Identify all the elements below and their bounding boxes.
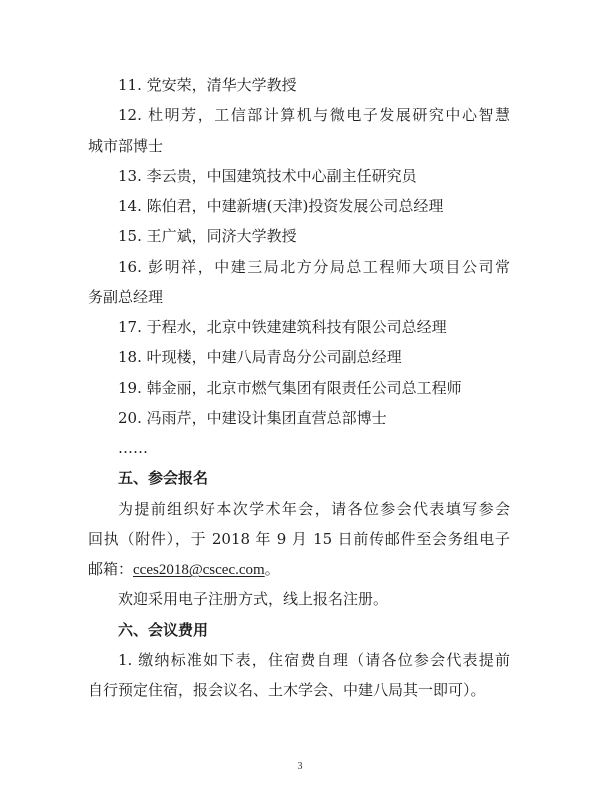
list-item-line: 14. 陈伯君，中建新塘(天津)投资发展公司总经理	[118, 197, 444, 215]
list-item-line: 13. 李云贵，中国建筑技术中心副主任研究员	[118, 166, 417, 185]
list-item-line: 20. 冯雨芹，中建设计集团直营总部博士	[118, 408, 387, 427]
list-ellipsis: ……	[118, 439, 148, 457]
list-item-line: 16. 彭明祥，中建三局北方分局总工程师大项目公司常	[118, 257, 510, 276]
speaker-list	[88, 70, 510, 463]
list-item	[88, 100, 510, 161]
section-heading: 六、会议费用	[118, 620, 209, 639]
list-item-line-continued: 城市部博士	[88, 136, 164, 155]
sentence-end: 。	[264, 560, 280, 578]
list-item	[88, 161, 510, 191]
document-body	[88, 70, 510, 705]
list-item-line: 11. 党安荣，清华大学教授	[118, 76, 297, 94]
list-item-line: 17. 于程水，北京中铁建建筑科技有限公司总经理	[118, 318, 447, 336]
section-fees	[88, 615, 510, 706]
paragraph-line: 为提前组织好本次学术年会，请各位参会代表填写参会	[118, 499, 510, 518]
page-number: 3	[297, 761, 303, 772]
paragraph: 欢迎采用电子注册方式，线上报名注册。	[118, 590, 389, 609]
list-item	[88, 221, 510, 251]
list-item-line: 19. 韩金丽，北京市燃气集团有限责任公司总工程师	[118, 378, 462, 397]
list-item-line: 18. 叶现楼，中建八局青岛分公司副总经理	[118, 348, 402, 367]
list-item-line-continued: 务副总经理	[88, 287, 164, 306]
email-label: 邮箱：	[88, 560, 134, 578]
list-item-line: 12. 杜明芳，工信部计算机与微电子发展研究中心智慧	[118, 106, 510, 125]
list-item	[88, 373, 510, 403]
paragraph-line: 1. 缴纳标准如下表，住宿费自理（请各位参会代表提前	[118, 650, 510, 669]
paragraph-line	[88, 554, 510, 584]
paragraph-line: 自行预定住宿，报会议名、土木学会、中建八局其一即可）。	[88, 681, 486, 699]
list-item	[88, 312, 510, 342]
paragraph	[88, 645, 510, 706]
paragraph	[88, 494, 510, 585]
email-address: cces2018@cscec.com	[133, 562, 265, 578]
list-item	[88, 191, 510, 221]
list-item	[88, 252, 510, 313]
list-item	[88, 70, 510, 100]
section-registration	[88, 463, 510, 614]
list-item	[88, 342, 510, 372]
list-item-line: 15. 王广斌，同济大学教授	[118, 227, 297, 246]
list-item	[88, 403, 510, 433]
paragraph-line: 回执（附件），于 2018 年 9 月 15 日前传邮件至会务组电子	[88, 529, 510, 548]
section-heading: 五、参会报名	[118, 469, 209, 488]
